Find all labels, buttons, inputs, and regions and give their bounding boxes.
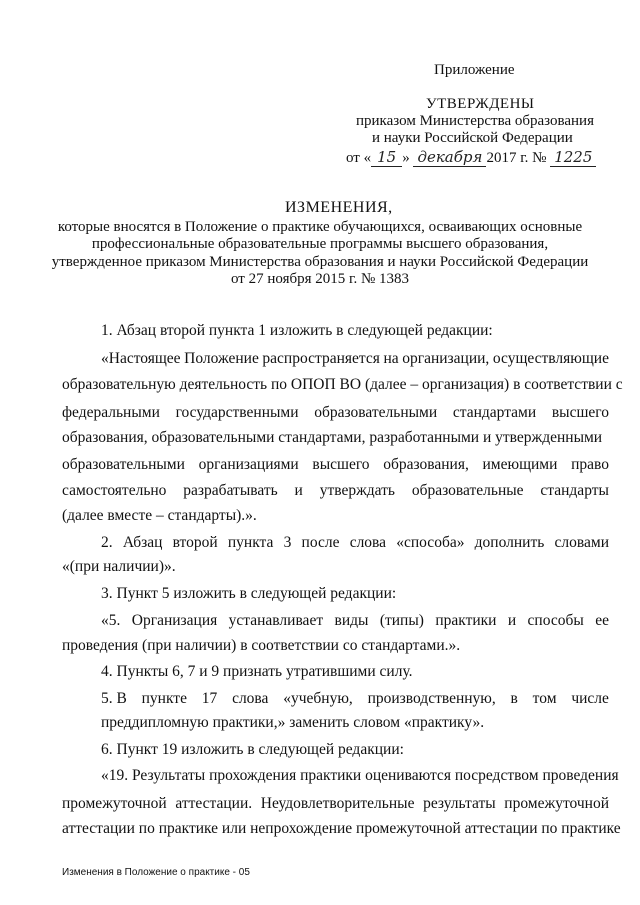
word: 3 (283, 534, 292, 551)
page-footer: Изменения в Положение о практике - 05 (62, 867, 250, 878)
word: производственную, (367, 690, 496, 707)
word: и (294, 482, 303, 499)
word: слова (349, 534, 387, 551)
word: распространяется (262, 350, 380, 367)
date-year: 2017 г. № (486, 150, 547, 166)
paragraph-3-line-2: «(при наличии)». (62, 558, 176, 575)
paragraph-2-line-6 (62, 482, 609, 500)
word: самостоятельно (62, 482, 167, 499)
word: том (532, 690, 557, 707)
word: словами (554, 534, 609, 551)
word: образовательными (62, 456, 185, 473)
word: виды (334, 612, 369, 629)
word: числе (571, 690, 609, 707)
paragraph-5-line-2: проведения (при наличии) в соответствии со стандартами.». (62, 637, 461, 654)
word: утверждать (319, 482, 395, 499)
word: высшего (312, 456, 370, 473)
paragraph-1: 1. Абзац второй пункта 1 изложить в следующей редакции: (101, 322, 493, 339)
word: (типы) (379, 612, 424, 629)
word: результаты (423, 795, 496, 812)
document-heading: ИЗМЕНЕНИЯ, (285, 199, 393, 216)
word: в (510, 690, 518, 707)
word: государственными (175, 404, 299, 421)
word: практики (435, 612, 497, 629)
word: разрабатывать (183, 482, 278, 499)
paragraph-9-line-2 (62, 795, 609, 813)
order-number-handwritten: 1225 (550, 148, 596, 167)
date-day-handwritten: 15 (371, 148, 402, 167)
word: промежуточной (504, 795, 609, 812)
subtitle-line-2: профессиональные образовательные программы высшего образования, (91, 236, 549, 252)
paragraph-2-line-3 (62, 404, 609, 422)
word: на (383, 350, 399, 367)
approved-label: УТВЕРЖДЕНЫ (426, 96, 535, 112)
word: и (507, 612, 517, 629)
paragraph-8: 6. Пункт 19 изложить в следующей редакции: (101, 741, 404, 758)
word: стандарты (540, 482, 609, 499)
word: промежуточной (62, 795, 167, 812)
word: образования, (383, 456, 469, 473)
word: осуществляющие (492, 350, 609, 367)
order-line-1: приказом Министерства образования (356, 113, 594, 129)
word: право (571, 456, 609, 473)
order-date-line (346, 148, 596, 167)
word: аттестации. (175, 795, 253, 812)
word: 2. (101, 534, 113, 551)
appendix-label: Приложение (434, 62, 515, 78)
word: дополнить (474, 534, 545, 551)
order-line-2: и науки Российской Федерации (372, 130, 573, 146)
date-month-handwritten: декабря (413, 148, 486, 167)
word: слова (232, 690, 269, 707)
word: Абзац (122, 534, 163, 551)
word: 17 (201, 690, 218, 707)
word: организациями (198, 456, 299, 473)
date-mid: » (402, 150, 410, 166)
word: пункта (227, 534, 274, 551)
paragraph-5-line-1 (101, 612, 609, 630)
word: устанавливает (228, 612, 324, 629)
date-prefix: от « (346, 150, 372, 166)
subtitle-line-4: от 27 ноября 2015 г. № 1383 (230, 271, 410, 287)
word: «способа» (396, 534, 465, 551)
word: «Настоящее (101, 350, 181, 367)
paragraph-2-line-4: образования, образовательными стандартами, разработанными и утвержденными (62, 429, 603, 446)
word: пункте (141, 690, 187, 707)
word: способы (527, 612, 584, 629)
word: образовательные (411, 482, 524, 499)
word: Положение (184, 350, 259, 367)
paragraph-7-line-1 (101, 690, 609, 708)
word: имеющими (482, 456, 558, 473)
word: ее (595, 612, 609, 629)
word: Неудовлетворительные (260, 795, 415, 812)
paragraph-2-line-1 (101, 350, 609, 368)
word: после (301, 534, 340, 551)
paragraph-9-line-3: аттестации по практике или непрохождение промежуточной аттестации по практике (62, 820, 621, 837)
word: «5. (101, 612, 121, 629)
paragraph-2-line-5 (62, 456, 609, 474)
paragraph-4: 3. Пункт 5 изложить в следующей редакции: (101, 585, 397, 602)
word: высшего (551, 404, 609, 421)
word: федеральными (62, 404, 160, 421)
paragraph-3-line-1 (101, 534, 609, 552)
subtitle-line-3: утвержденное приказом Министерства образования и науки Российской Федерации (51, 254, 589, 270)
paragraph-6: 4. Пункты 6, 7 и 9 признать утратившими силу. (101, 663, 413, 680)
word: образовательными (314, 404, 438, 421)
word: организации, (402, 350, 490, 367)
word: 5. В (101, 690, 127, 707)
paragraph-2-line-7: (далее вместе – стандарты).». (62, 507, 257, 524)
word: второй (172, 534, 218, 551)
word: стандартами (452, 404, 537, 421)
word: Организация (131, 612, 218, 629)
paragraph-7-line-2: преддипломную практики,» заменить словом «практику». (101, 714, 485, 731)
subtitle-line-1: которые вносятся в Положение о практике обучающихся, осваивающих основные (57, 219, 583, 235)
paragraph-2-line-2: образовательную деятельность по ОПОП ВО (далее – организация) в соответствии с (62, 376, 623, 393)
paragraph-9-line-1: «19. Результаты прохождения практики оцениваются посредством проведения (101, 767, 619, 784)
word: «учебную, (283, 690, 353, 707)
